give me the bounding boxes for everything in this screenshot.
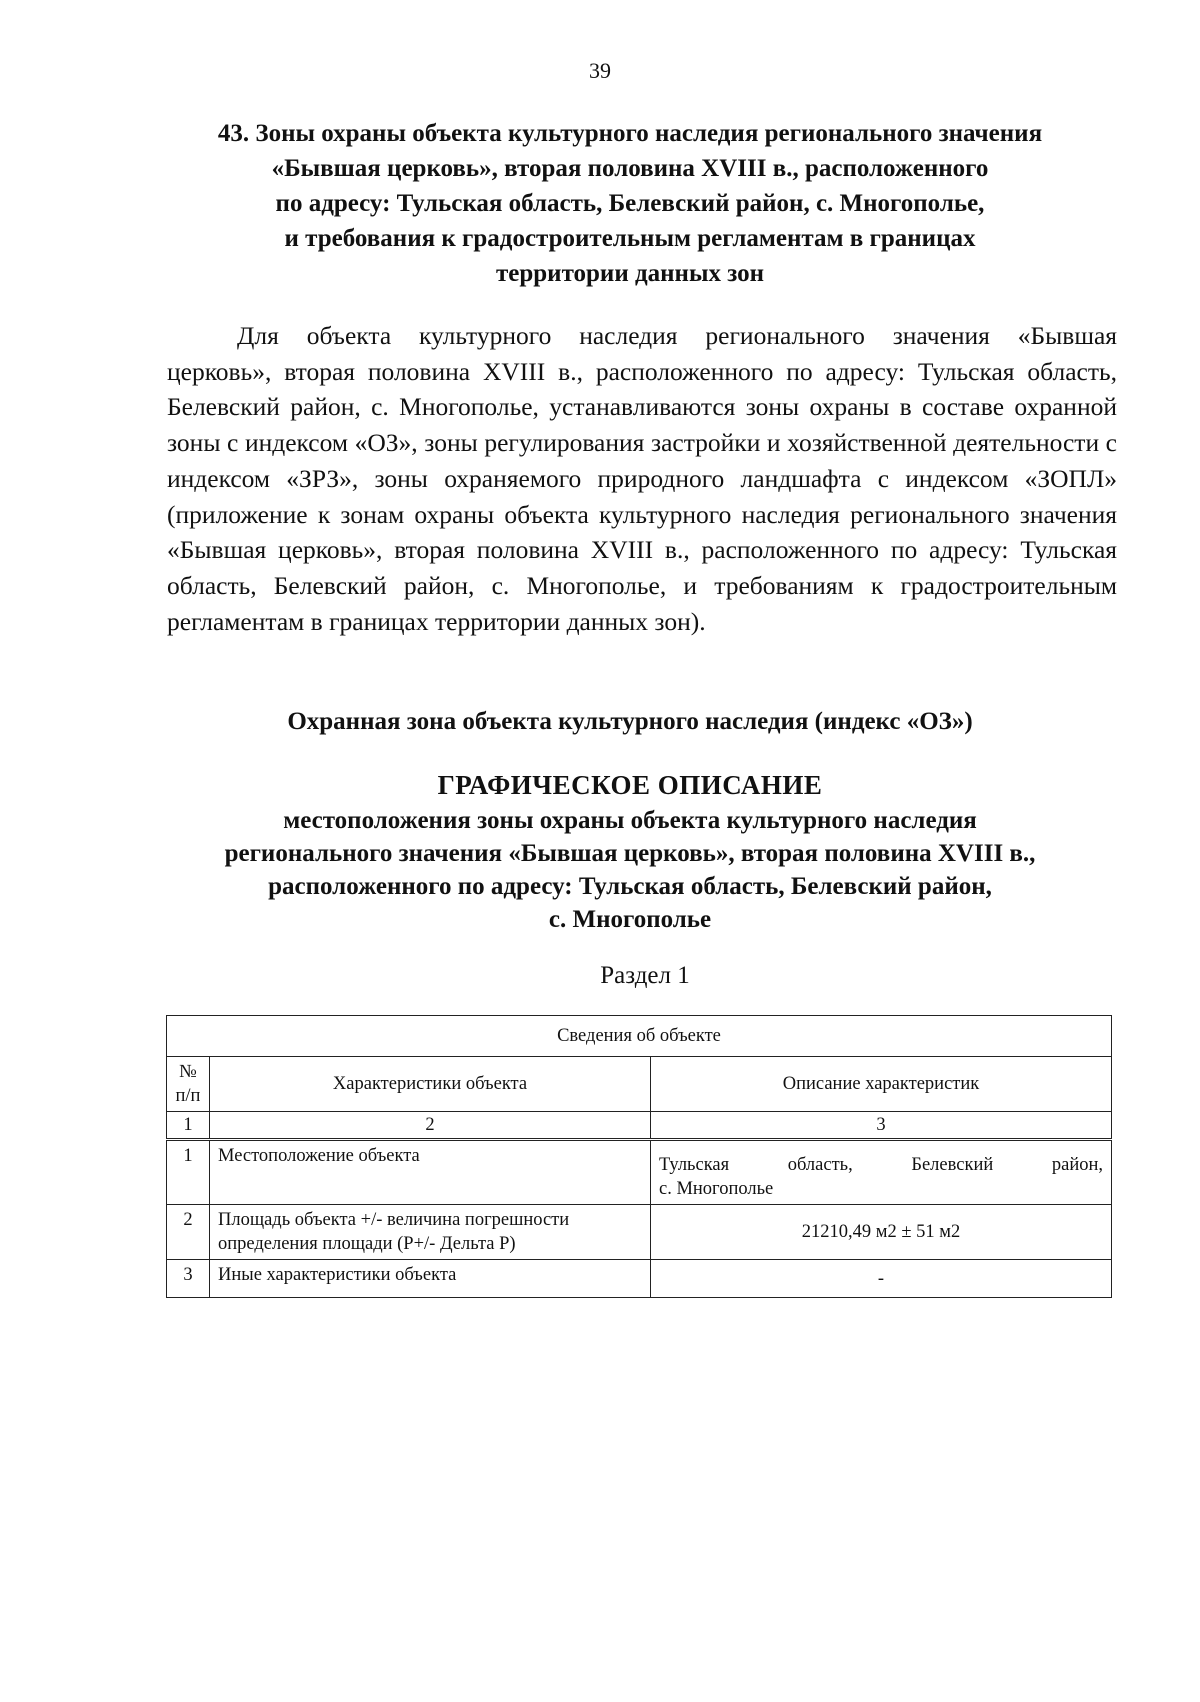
row-number: 3 bbox=[167, 1260, 210, 1298]
section-title-line: территории данных зон bbox=[495, 260, 765, 287]
graphic-description-subtitle bbox=[140, 804, 1120, 936]
table-row bbox=[167, 1205, 1112, 1260]
subtitle-line: местоположения зоны охраны объекта культурного наследия bbox=[283, 807, 977, 834]
table-header-row bbox=[167, 1057, 1112, 1112]
header-number bbox=[167, 1057, 210, 1112]
row-number: 1 bbox=[167, 1140, 210, 1205]
subtitle-line: регионального значения «Бывшая церковь», вторая половина XVIII в., bbox=[224, 840, 1036, 867]
intro-body: церковь», вторая половина XVIII в., расположенного по адресу: Тульская область, Белевский район, с. Многополье, устанавливаются зоны охраны в составе охранной зоны с индексом «ОЗ», зоны регулирования застройки и хозяйственной деятельности с индексом «ЗРЗ», зоны охраняемого природного ландшафта с индексом «ЗОПЛ» (приложение к зонам охраны объекта культурного наследия регионального значения «Бывшая церковь», вторая половина XVIII в., расположенного по адресу: Тульская область, Белевский район, с. Многополье, и требованиям к градостроительным регламентам в границах территории данных зон). bbox=[167, 356, 1117, 636]
table-caption: Сведения об объекте bbox=[167, 1016, 1112, 1057]
table-caption-row bbox=[167, 1016, 1112, 1057]
section-label: Раздел 1 bbox=[600, 962, 690, 989]
row-value-line: Тульская область, Белевский район, bbox=[659, 1155, 1103, 1175]
row-value: 21210,49 м2 ± 51 м2 bbox=[651, 1205, 1112, 1260]
graphic-description-title: ГРАФИЧЕСКОЕ ОПИСАНИЕ bbox=[437, 770, 823, 800]
row-value: - bbox=[651, 1260, 1112, 1298]
section-title-line: 43. Зоны охраны объекта культурного наследия регионального значения bbox=[217, 120, 1043, 147]
table-row bbox=[167, 1140, 1112, 1205]
section-title-line: «Бывшая церковь», вторая половина XVIII в., расположенного bbox=[271, 155, 989, 182]
row-value-line: с. Многополье bbox=[659, 1179, 774, 1199]
intro-first-line: Для объекта культурного наследия регионального значения «Бывшая bbox=[237, 321, 1117, 350]
section-title bbox=[140, 116, 1120, 291]
page-number: 39 bbox=[589, 58, 611, 83]
index-cell: 3 bbox=[651, 1112, 1112, 1140]
header-characteristics: Характеристики объекта bbox=[210, 1057, 651, 1112]
header-number-symbol: № bbox=[179, 1062, 197, 1082]
table-index-row bbox=[167, 1112, 1112, 1140]
row-characteristic: Площадь объекта +/- величина погрешности определения площади (Р+/- Дельта Р) bbox=[210, 1205, 651, 1260]
subtitle-line: с. Многополье bbox=[548, 906, 712, 933]
header-description: Описание характеристик bbox=[651, 1057, 1112, 1112]
header-number-abbr: п/п bbox=[175, 1086, 201, 1106]
index-cell: 2 bbox=[210, 1112, 651, 1140]
index-cell: 1 bbox=[167, 1112, 210, 1140]
object-info-table bbox=[166, 1015, 1112, 1298]
table-row bbox=[167, 1260, 1112, 1298]
row-characteristic: Иные характеристики объекта bbox=[210, 1260, 651, 1298]
section-title-line: по адресу: Тульская область, Белевский район, с. Многополье, bbox=[275, 190, 985, 217]
row-value bbox=[651, 1140, 1112, 1205]
row-characteristic: Местоположение объекта bbox=[210, 1140, 651, 1205]
subtitle-line: расположенного по адресу: Тульская область, Белевский район, bbox=[268, 873, 992, 900]
intro-paragraph bbox=[167, 318, 1117, 639]
zone-title: Охранная зона объекта культурного наследия (индекс «ОЗ») bbox=[287, 708, 973, 735]
row-number: 2 bbox=[167, 1205, 210, 1260]
section-title-line: и требования к градостроительным регламентам в границах bbox=[284, 225, 976, 252]
